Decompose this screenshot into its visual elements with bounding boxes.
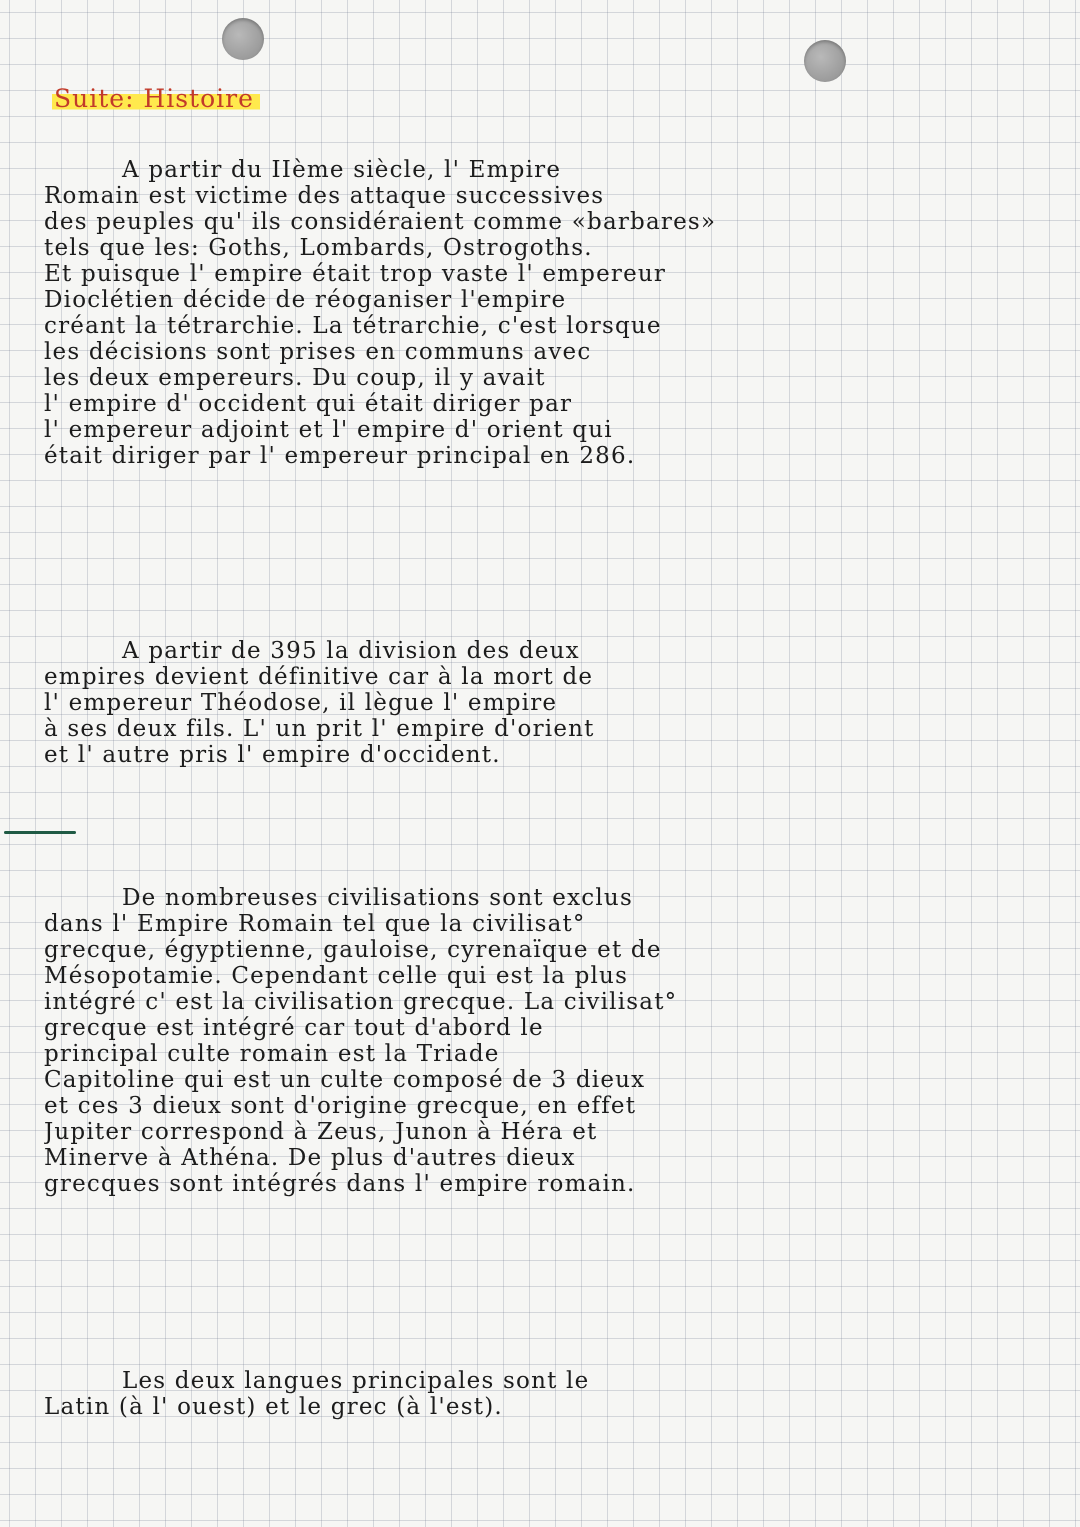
punch-hole-right xyxy=(804,40,846,82)
text-line: et l' autre pris l' empire d'occident. xyxy=(44,742,501,768)
paragraph-4 xyxy=(44,1368,1049,1420)
text-line: grecque est intégré car tout d'abord le xyxy=(44,1015,544,1041)
text-line: A partir de 395 la division des deux xyxy=(122,638,580,664)
text-line: l' empire d' occident qui était diriger par xyxy=(44,391,573,417)
text-line: l' empereur adjoint et l' empire d' orient qui xyxy=(44,417,613,443)
text-line: les deux empereurs. Du coup, il y avait xyxy=(44,365,546,391)
text-line: à ses deux fils. L' un prit l' empire d'orient xyxy=(44,716,595,742)
text-line: les décisions sont prises en communs avec xyxy=(44,339,592,365)
text-line: Et puisque l' empire était trop vaste l' empereur xyxy=(44,261,667,287)
text-line: des peuples qu' ils considéraient comme «barbares» xyxy=(44,209,717,235)
text-line: était diriger par l' empereur principal en 286. xyxy=(44,443,636,469)
text-line: intégré c' est la civilisation grecque. La civilisat° xyxy=(44,989,678,1015)
punch-hole-left xyxy=(222,18,264,60)
text-line: dans l' Empire Romain tel que la civilisat° xyxy=(44,911,586,937)
paragraph-1 xyxy=(44,157,1049,469)
text-line: A partir du IIème siècle, l' Empire xyxy=(122,157,562,183)
text-line: et ces 3 dieux sont d'origine grecque, en effet xyxy=(44,1093,637,1119)
text-line: empires devient définitive car à la mort de xyxy=(44,664,594,690)
text-line: Romain est victime des attaque successives xyxy=(44,183,605,209)
text-line: Dioclétien décide de réoganiser l'empire xyxy=(44,287,567,313)
page-title: Suite: Histoire xyxy=(52,84,260,113)
text-line: l' empereur Théodose, il lègue l' empire xyxy=(44,690,558,716)
text-line: principal culte romain est la Triade xyxy=(44,1041,500,1067)
text-line: créant la tétrarchie. La tétrarchie, c'est lorsque xyxy=(44,313,662,339)
text-line: Les deux langues principales sont le xyxy=(122,1368,590,1394)
text-line: Capitoline qui est un culte composé de 3 dieux xyxy=(44,1067,646,1093)
paragraph-3 xyxy=(44,885,1049,1197)
text-line: Mésopotamie. Cependant celle qui est la plus xyxy=(44,963,629,989)
text-line: grecque, égyptienne, gauloise, cyrenaïque et de xyxy=(44,937,662,963)
margin-divider xyxy=(4,831,76,834)
text-line: Latin (à l' ouest) et le grec (à l'est). xyxy=(44,1394,503,1420)
text-line: Minerve à Athéna. De plus d'autres dieux xyxy=(44,1145,576,1171)
paragraph-2 xyxy=(44,638,1049,768)
text-line: Jupiter correspond à Zeus, Junon à Héra et xyxy=(44,1119,598,1145)
text-line: De nombreuses civilisations sont exclus xyxy=(122,885,633,911)
text-line: tels que les: Goths, Lombards, Ostrogoths. xyxy=(44,235,593,261)
text-line: grecques sont intégrés dans l' empire romain. xyxy=(44,1171,636,1197)
